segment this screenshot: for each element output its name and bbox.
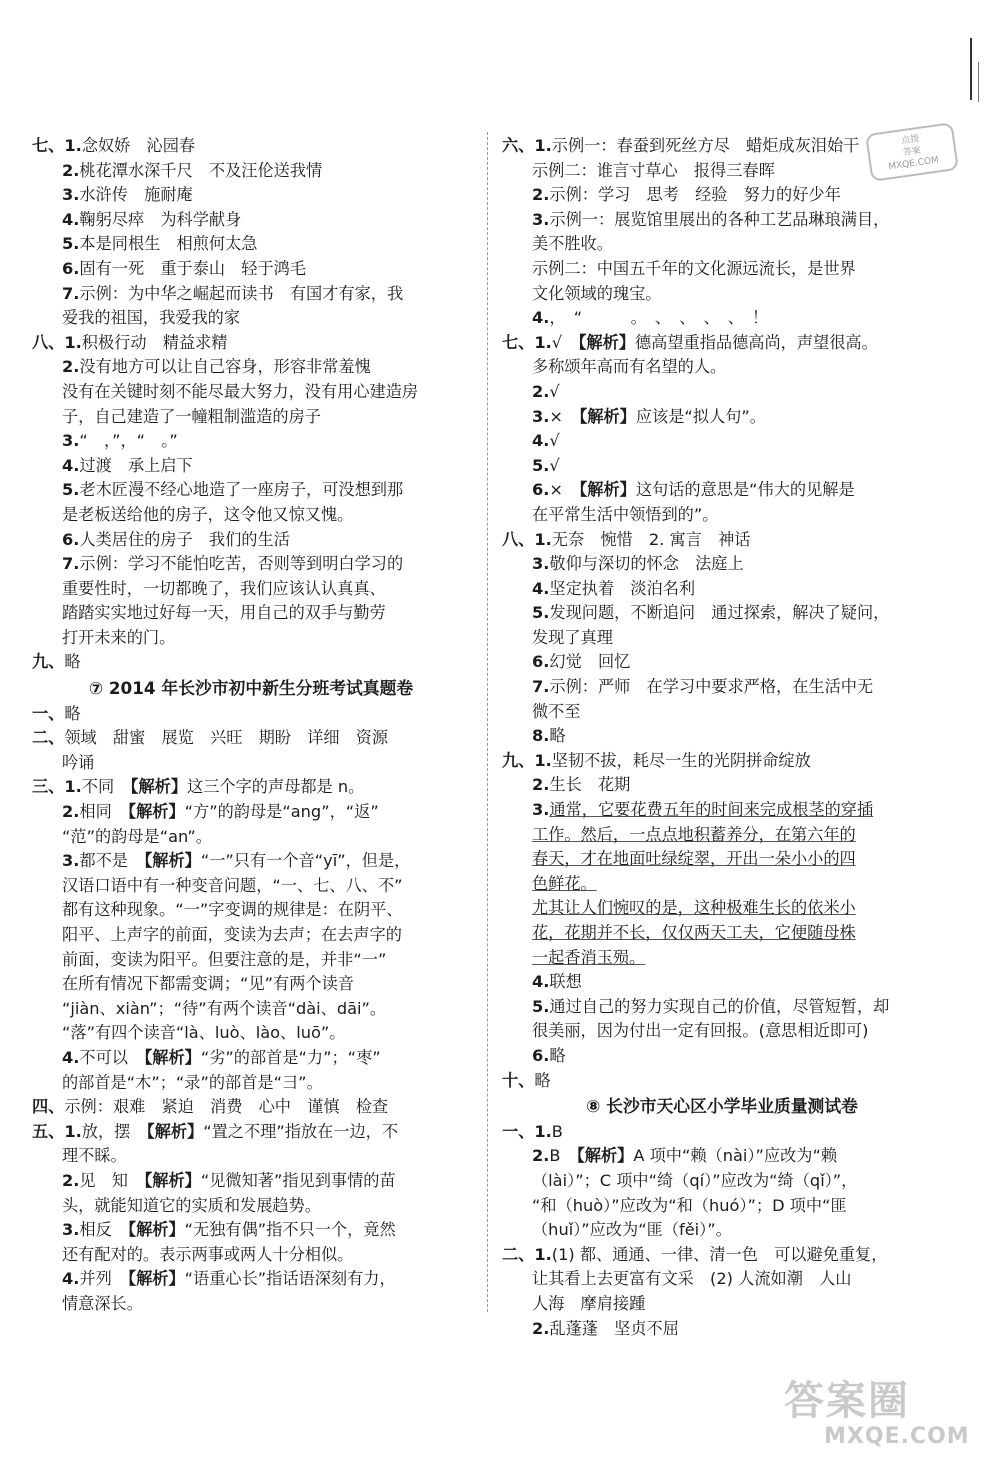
answer-line — [502, 454, 942, 479]
answer-text: 老木匠漫不经心地造了一座房子，可没想到那 — [79, 480, 404, 500]
question-number: 5. — [532, 455, 550, 475]
answer-line — [32, 1095, 470, 1120]
question-number: 七、1. — [32, 136, 82, 155]
answer-line — [502, 577, 942, 602]
answer-text: 联想 — [549, 972, 582, 992]
answer-text: 在平常生活中领悟到的”。 — [532, 504, 719, 524]
answer-line — [32, 306, 470, 331]
analysis-label: 【解析】 — [130, 777, 188, 797]
answer-text: 让其看上去更富有文采 (2) 人流如潮 人山 — [532, 1269, 852, 1289]
answer-text: 不可以 — [79, 1047, 145, 1067]
analysis-text: 这三个字的声母都是 n。 — [187, 777, 365, 797]
answer-line — [502, 970, 942, 995]
answer-text: 花，花期并不长，仅仅两天工夫，它便随母株 — [532, 923, 856, 942]
question-number: 4. — [532, 578, 550, 598]
answer-line — [502, 1267, 942, 1292]
answer-text: 见 知 — [79, 1170, 145, 1190]
answer-line — [32, 849, 470, 874]
question-number: 8. — [532, 726, 550, 746]
question-number: 3. — [62, 1220, 80, 1240]
answer-line — [502, 528, 942, 553]
answer-text: 固有一死 重于泰山 轻于鸿毛 — [79, 258, 307, 278]
answer-line — [502, 896, 942, 921]
answer-text: 略 — [64, 703, 81, 723]
answer-text: 本是同根生 相煎何太急 — [79, 234, 258, 254]
answer-line — [32, 874, 470, 899]
answer-text: “jiàn、xiàn”；“待”有两个读音“dài、dāi”。 — [62, 998, 387, 1018]
answer-line — [32, 972, 470, 997]
left-column — [32, 134, 470, 1317]
answer-line — [502, 773, 942, 798]
answer-line — [502, 306, 942, 331]
question-number: 三、1. — [32, 777, 82, 797]
answer-line — [32, 702, 470, 727]
section-title — [32, 676, 470, 701]
analysis-label: 【解析】 — [579, 480, 636, 500]
answer-line — [32, 577, 470, 602]
answer-text: “范”的韵母是“an”。 — [62, 826, 212, 846]
answer-text: 略 — [64, 652, 81, 672]
answer-line — [32, 552, 470, 577]
answer-text: 领域 甜蜜 展览 兴旺 期盼 详细 资源 — [64, 728, 389, 748]
answer-text: × — [549, 406, 580, 426]
question-number: 6. — [532, 480, 550, 500]
answer-line — [32, 429, 470, 454]
question-number: 八、1. — [32, 332, 82, 352]
question-number: 二、 — [32, 728, 65, 748]
question-number: 2. — [532, 381, 550, 401]
answer-text: 敬仰与深切的怀念 法庭上 — [549, 554, 744, 574]
answer-line — [502, 1120, 942, 1145]
analysis-label: 【解析】 — [144, 1170, 201, 1190]
answer-text: 示例二：谁言寸草心 报得三春晖 — [532, 160, 775, 180]
answer-line — [32, 282, 470, 307]
question-number: 5. — [532, 603, 550, 623]
question-number: 2. — [62, 802, 80, 822]
answer-line — [32, 454, 470, 479]
question-number: 九、 — [32, 652, 65, 672]
answer-line — [32, 1021, 470, 1046]
answer-text: 在所有情况下都需变调；“见”有两个读音 — [62, 974, 354, 994]
question-number: 3. — [532, 406, 550, 426]
answer-line — [502, 1019, 942, 1044]
answer-text: 汉语口语中有一种变音问题，“一、七、八、不” — [62, 875, 403, 895]
question-number: 4. — [532, 431, 550, 451]
question-number: 5. — [62, 234, 80, 254]
answer-text: 略 — [549, 1045, 566, 1065]
answer-text: 积极行动 精益求精 — [81, 332, 228, 352]
answer-line — [502, 134, 942, 159]
question-number: 4. — [62, 1047, 80, 1067]
stamp-line: MXQE.COM — [887, 155, 940, 173]
answer-line — [502, 380, 942, 405]
answer-line — [502, 847, 942, 872]
answer-line — [502, 429, 942, 454]
analysis-label: 【解析】 — [576, 1146, 634, 1166]
answer-line — [32, 775, 470, 800]
answer-line — [32, 1243, 470, 1268]
question-number: 6. — [62, 258, 80, 278]
answer-text: 人类居住的房子 我们的生活 — [79, 529, 290, 549]
answer-line — [502, 1243, 942, 1268]
answer-text: 通过自己的努力实现自己的价值，尽管短暂，却 — [549, 996, 890, 1016]
answer-text: 打开未来的门。 — [62, 627, 176, 647]
answer-text: 相同 — [79, 802, 128, 822]
question-number: 五、1. — [32, 1121, 82, 1141]
answer-line — [502, 872, 942, 897]
answer-line — [502, 1069, 942, 1094]
question-number: 4. — [532, 972, 550, 992]
answer-line — [502, 995, 942, 1020]
answer-line — [32, 331, 470, 356]
answer-line — [502, 675, 942, 700]
answer-line — [502, 257, 942, 282]
watermark-logo — [784, 1378, 990, 1458]
answer-line — [502, 1044, 942, 1069]
question-number: 2. — [62, 357, 80, 377]
answer-text: 示例：学习 思考 经验 努力的好少年 — [549, 185, 841, 205]
answer-text: 幻觉 回忆 — [549, 652, 631, 672]
answer-line — [502, 1169, 942, 1194]
analysis-text: “一”只有一个音“yī”，但是， — [200, 851, 411, 871]
question-number: 2. — [532, 185, 550, 205]
answer-text: 子，自己建造了一幢粗制滥造的房子 — [62, 406, 321, 426]
question-number: 3. — [532, 800, 550, 820]
answer-line — [32, 751, 470, 776]
analysis-text: 德高望重指品德高尚，声望很高。 — [634, 332, 878, 352]
answer-line — [32, 503, 470, 528]
analysis-text: “置之不理”指放在一边，不 — [203, 1121, 399, 1141]
answer-text: 略 — [549, 726, 566, 746]
answer-line — [502, 724, 942, 749]
answer-text: 还有配对的。表示两事或两人十分相似。 — [62, 1244, 354, 1264]
question-number: 2. — [532, 1318, 550, 1338]
question-number: 四、 — [32, 1097, 65, 1117]
answer-line — [32, 800, 470, 825]
answer-text: √ — [551, 332, 579, 352]
answer-text: 尤其让人们惋叹的是，这种极难生长的依米小 — [532, 898, 856, 918]
answer-line — [32, 405, 470, 430]
answer-line — [32, 1292, 470, 1317]
answer-line — [502, 183, 942, 208]
answer-text: 春天，才在地面吐绿绽翠，开出一朵小小的四 — [532, 849, 856, 869]
answer-text: 坚定执着 淡泊名利 — [549, 578, 696, 598]
question-number: 八、1. — [502, 529, 552, 549]
question-number: 一、 — [32, 703, 65, 723]
answer-text: ⑧ 长沙市天心区小学毕业质量测试卷 — [586, 1096, 858, 1117]
answer-line — [32, 726, 470, 751]
answer-line — [32, 478, 470, 503]
question-number: 3. — [532, 554, 550, 574]
answer-text: 的部首是“木”；“录”的部首是“彐”。 — [62, 1072, 323, 1092]
analysis-text: 这句话的意思是“伟大的见解是 — [635, 480, 855, 500]
answer-text: 示例：为中华之崛起而读书 有国才有家，我 — [79, 283, 404, 303]
watermark-url: MXQE.COM — [824, 1424, 970, 1449]
answer-text: “ ，”，“ 。” — [79, 431, 178, 451]
answer-line — [32, 208, 470, 233]
answer-line — [32, 825, 470, 850]
answer-text: 很美丽，因为付出一定有回报。(意思相近即可) — [532, 1021, 869, 1041]
analysis-text: “方”的韵母是“ang”，“返” — [184, 802, 379, 822]
answer-line — [502, 700, 942, 725]
question-number: 4. — [62, 1269, 80, 1289]
answer-line — [32, 601, 470, 626]
answer-line — [32, 183, 470, 208]
question-number: 6. — [62, 529, 80, 549]
answer-line — [32, 1071, 470, 1096]
question-number: 5. — [62, 480, 80, 500]
answer-line — [32, 1218, 470, 1243]
answer-line — [502, 282, 942, 307]
answer-line — [502, 798, 942, 823]
answer-text: 过渡 承上启下 — [79, 455, 193, 475]
analysis-label: 【解析】 — [144, 1047, 201, 1067]
answer-text: 是老板送给他的房子，这令他又惊又愧。 — [62, 504, 354, 524]
answer-line — [32, 159, 470, 184]
answer-text: 示例：严师 在学习中要求严格，在生活中无 — [549, 677, 874, 697]
analysis-text: A 项中“赖（nài）”应改为“赖 — [633, 1146, 838, 1166]
answer-text: (1) 都、通通、一律、清一色 可以避免重复， — [551, 1244, 888, 1264]
answer-line — [32, 626, 470, 651]
answer-line — [32, 355, 470, 380]
answer-text: 乱蓬蓬 坚贞不屈 — [549, 1318, 679, 1338]
answer-line — [32, 923, 470, 948]
question-number: 6. — [532, 1045, 550, 1065]
answer-text: 念奴娇 沁园春 — [81, 136, 196, 155]
answer-text: 文化领域的瑰宝。 — [532, 283, 662, 303]
answer-text: （lài）”；C 项中“绮（qí）”应改为“绮（qǐ）”， — [532, 1170, 858, 1190]
answer-line — [502, 823, 942, 848]
analysis-text: “见微知著”指见到事情的苗 — [200, 1170, 396, 1190]
answer-text: √ — [549, 455, 560, 475]
answer-text: 工作。然后，一点点地积蓄养分，在第六年的 — [532, 824, 856, 844]
question-number: 3. — [62, 431, 80, 451]
analysis-text: 应该是“拟人句”。 — [635, 406, 766, 426]
answer-text: 相反 — [79, 1220, 128, 1240]
answer-text: 阳平、上声字的前面，变读为去声；在去声字的 — [62, 925, 402, 944]
answer-line — [502, 749, 942, 774]
answer-text: 爱我的祖国，我爱我的家 — [62, 308, 241, 328]
answer-text: 生长 花期 — [549, 775, 631, 795]
question-number: 3. — [532, 209, 550, 229]
answer-line — [502, 1194, 942, 1219]
analysis-label: 【解析】 — [127, 1269, 185, 1289]
answer-text: 通常，它要花费五年的时间来完成根茎的穿插 — [549, 800, 874, 820]
answer-text: 示例二：中国五千年的文化源远流长，是世界 — [532, 258, 856, 278]
stamp-line: 答案 — [902, 145, 922, 159]
answer-text: √ — [549, 381, 560, 401]
answer-text: “落”有四个读音“là、luò、lào、luō”。 — [62, 1023, 346, 1043]
answer-text: 前面，变读为阳平。但要注意的是，并非“一” — [62, 949, 387, 969]
answer-line — [502, 552, 942, 577]
answer-line — [502, 159, 942, 184]
answer-line — [32, 997, 470, 1022]
answer-text: （huǐ）”应改为“匪（fěi）”。 — [532, 1220, 732, 1240]
question-number: 4. — [532, 308, 550, 328]
analysis-label: 【解析】 — [146, 1121, 204, 1141]
answer-text: B — [549, 1146, 577, 1166]
section-title — [502, 1094, 942, 1119]
answer-line — [502, 1218, 942, 1243]
answer-line — [502, 355, 942, 380]
question-number: 4. — [62, 455, 80, 475]
answer-text: 示例一：展览馆里展出的各种工艺品琳琅满目， — [549, 209, 890, 229]
answer-line — [32, 1169, 470, 1194]
answer-text: 美不胜收。 — [532, 234, 613, 254]
answer-text: 发现了真理 — [532, 627, 613, 647]
answer-text: ⑦ 2014 年长沙市初中新生分班考试真题卷 — [88, 678, 414, 699]
answer-text: 头，就能知道它的实质和发展趋势。 — [62, 1195, 321, 1215]
question-number: 一、1. — [502, 1121, 552, 1141]
question-number: 六、1. — [502, 136, 552, 155]
answer-line — [502, 478, 942, 503]
answer-line — [32, 528, 470, 553]
analysis-text: “语重心长”指话语深刻有力， — [184, 1269, 396, 1289]
corner-mark — [970, 38, 972, 100]
analysis-label: 【解析】 — [578, 332, 635, 352]
answer-line — [502, 503, 942, 528]
analysis-label: 【解析】 — [127, 802, 185, 822]
question-number: 4. — [62, 209, 80, 229]
answer-line — [502, 1292, 942, 1317]
question-number: 二、1. — [502, 1244, 552, 1264]
answer-line — [502, 208, 942, 233]
answer-text: 都不是 — [79, 851, 145, 871]
answer-text: 色鲜花。 — [532, 873, 597, 893]
answer-line — [32, 650, 470, 675]
answer-text: 放，摆 — [81, 1121, 147, 1141]
answer-line — [32, 898, 470, 923]
answer-text: ， “ 。 、 、 、 、 ！ — [549, 308, 769, 328]
question-number: 九、1. — [502, 750, 552, 770]
question-number: 7. — [532, 677, 550, 697]
answer-text: 多称颂年高而有名望的人。 — [532, 357, 727, 377]
question-number: 3. — [62, 851, 80, 871]
answer-text: 并列 — [79, 1269, 128, 1289]
answer-line — [32, 1194, 470, 1219]
answer-text: 示例：学习不能怕吃苦，否则等到明白学习的 — [79, 554, 404, 574]
answer-line — [32, 380, 470, 405]
answer-text: 人海 摩肩接踵 — [532, 1293, 646, 1313]
answer-line — [502, 946, 942, 971]
answer-text: 坚韧不拔，耗尽一生的光阴拼命绽放 — [551, 750, 811, 770]
answer-text: 踏踏实实地过好每一天，用自己的双手与勤劳 — [62, 603, 386, 623]
answer-line — [32, 948, 470, 973]
answer-text: 水浒传 施耐庵 — [79, 185, 193, 205]
corner-mark-thin — [978, 62, 979, 102]
answer-line — [32, 1120, 470, 1145]
question-number: 7. — [62, 554, 80, 574]
answer-text: 示例一：春蚕到死丝方尽 蜡炬成灰泪始干 — [551, 136, 860, 155]
answer-line — [502, 921, 942, 946]
answer-text: 微不至 — [532, 701, 581, 721]
answer-line — [502, 626, 942, 651]
analysis-label: 【解析】 — [579, 406, 636, 426]
question-number: 2. — [532, 775, 550, 795]
answer-line — [502, 1317, 942, 1342]
column-divider — [487, 132, 488, 1312]
question-number: 2. — [62, 1170, 80, 1190]
answer-line — [32, 1144, 470, 1169]
answer-line — [502, 650, 942, 675]
answer-text: 示例：艰难 紧迫 消费 心中 谨慎 检查 — [64, 1097, 389, 1117]
answer-text: 一起香消玉殒。 — [532, 947, 646, 967]
answer-text: 发现问题，不断追问 通过探索，解决了疑问， — [549, 603, 890, 623]
answer-text: 没有地方可以让自己容身，形容非常羞愧 — [79, 357, 371, 377]
answer-text: 情意深长。 — [62, 1293, 143, 1313]
question-number: 3. — [62, 185, 80, 205]
watermark-text: 答案圈 — [784, 1378, 910, 1424]
answer-text: 没有在关键时刻不能尽最大努力，没有用心建造房 — [62, 381, 419, 401]
answer-line — [502, 601, 942, 626]
question-number: 6. — [532, 652, 550, 672]
answer-line — [32, 134, 470, 159]
answer-line — [502, 1144, 942, 1169]
stamp-line: 点拨 — [900, 133, 920, 147]
answer-text: 不同 — [81, 777, 131, 797]
right-column — [502, 134, 942, 1341]
answer-text: 理不睬。 — [62, 1146, 127, 1166]
answer-text: 吟诵 — [62, 752, 95, 772]
answer-line — [32, 257, 470, 282]
question-number: 7. — [62, 283, 80, 303]
answer-text: 桃花潭水深千尺 不及汪伦送我情 — [79, 160, 323, 180]
analysis-text: “劣”的部首是“力”；“枣” — [200, 1047, 381, 1067]
question-number: 2. — [532, 1146, 550, 1166]
answer-text: 略 — [534, 1070, 551, 1090]
analysis-label: 【解析】 — [127, 1220, 185, 1240]
answer-text: × — [549, 480, 580, 500]
answer-line — [502, 405, 942, 430]
answer-text: 鞠躬尽瘁 为科学献身 — [79, 209, 242, 229]
question-number: 2. — [62, 160, 80, 180]
answer-text: 无奈 惋惜 2. 寓言 神话 — [551, 529, 751, 549]
analysis-label: 【解析】 — [144, 851, 201, 871]
question-number: 5. — [532, 996, 550, 1016]
question-number: 十、 — [502, 1070, 535, 1090]
answer-text: 重要性时，一切都晚了，我们应该认认真真、 — [62, 578, 386, 598]
answer-text: “和（huò）”应改为“和（huó）”；D 项中“匪 — [532, 1195, 847, 1215]
analysis-text: “无独有偶”指不只一个，竟然 — [184, 1220, 396, 1240]
answer-text: √ — [549, 431, 560, 451]
answer-line — [32, 1046, 470, 1071]
answer-text: 都有这种现象。“一”字变调的规律是：在阴平、 — [62, 900, 403, 920]
answer-line — [32, 1267, 470, 1292]
question-number: 七、1. — [502, 332, 552, 352]
answer-line — [502, 331, 942, 356]
answer-line — [502, 232, 942, 257]
answer-text: B — [551, 1121, 563, 1141]
answer-line — [32, 232, 470, 257]
